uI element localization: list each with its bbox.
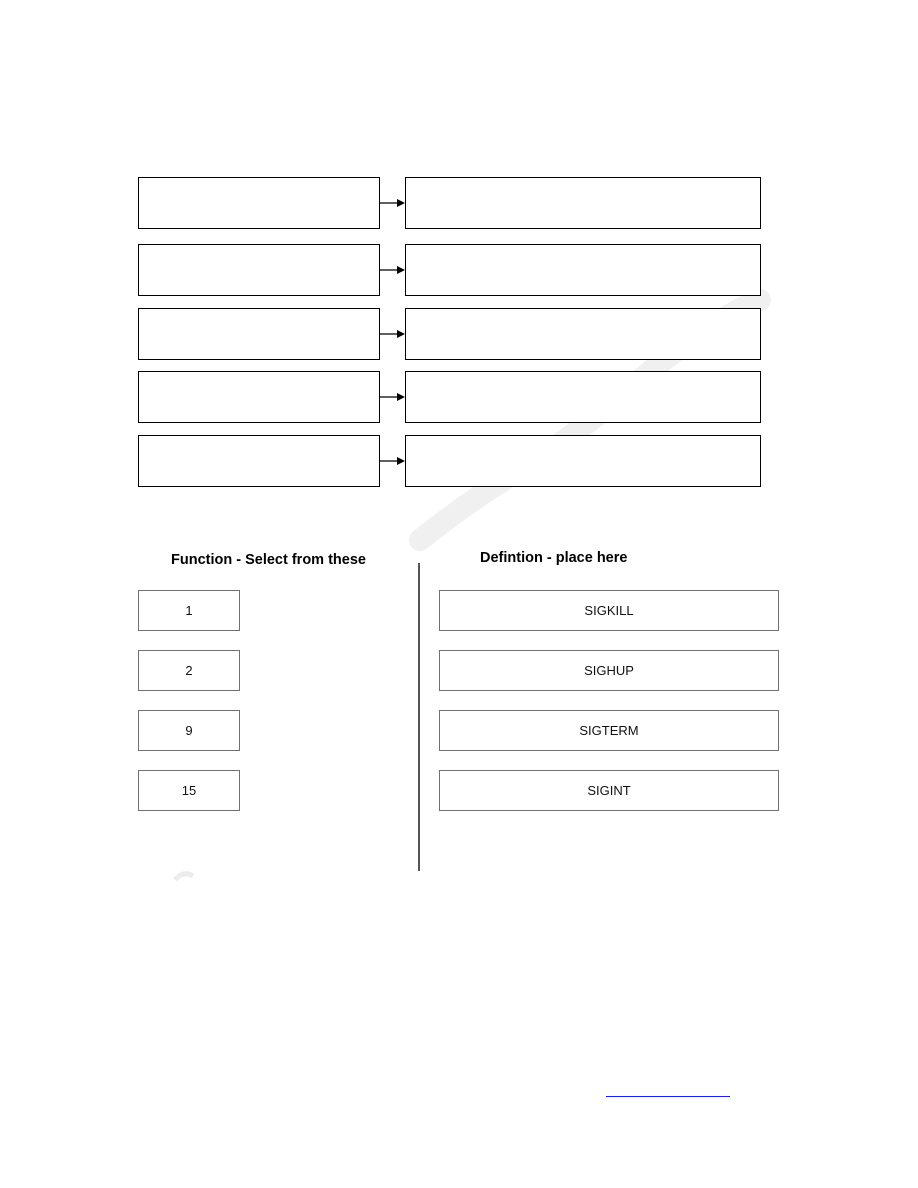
function-tile-15[interactable]: 15 [138,770,240,811]
arrow-right-icon [380,456,405,466]
function-tile-2[interactable]: 2 [138,650,240,691]
arrow-right-icon [380,198,405,208]
definition-tile-sigint[interactable]: SIGINT [439,770,779,811]
answer-slot-definition-4[interactable] [405,371,761,423]
definition-tile-sighup[interactable]: SIGHUP [439,650,779,691]
definition-column-heading: Defintion - place here [480,550,628,566]
column-divider [418,563,420,871]
answer-slot-definition-1[interactable] [405,177,761,229]
answer-slot-definition-2[interactable] [405,244,761,296]
answer-slot-function-5[interactable] [138,435,380,487]
function-tile-1[interactable]: 1 [138,590,240,631]
function-tile-9[interactable]: 9 [138,710,240,751]
answer-slot-function-3[interactable] [138,308,380,360]
answer-slot-function-1[interactable] [138,177,380,229]
definition-tile-sigkill[interactable]: SIGKILL [439,590,779,631]
function-column-heading: Function - Select from these [171,552,366,568]
arrow-right-icon [380,392,405,402]
definition-tile-sigterm[interactable]: SIGTERM [439,710,779,751]
answer-slot-function-2[interactable] [138,244,380,296]
footer-link[interactable] [606,1082,730,1097]
answer-slot-function-4[interactable] [138,371,380,423]
arrow-right-icon [380,265,405,275]
arrow-right-icon [380,329,405,339]
answer-slot-definition-5[interactable] [405,435,761,487]
answer-slot-definition-3[interactable] [405,308,761,360]
